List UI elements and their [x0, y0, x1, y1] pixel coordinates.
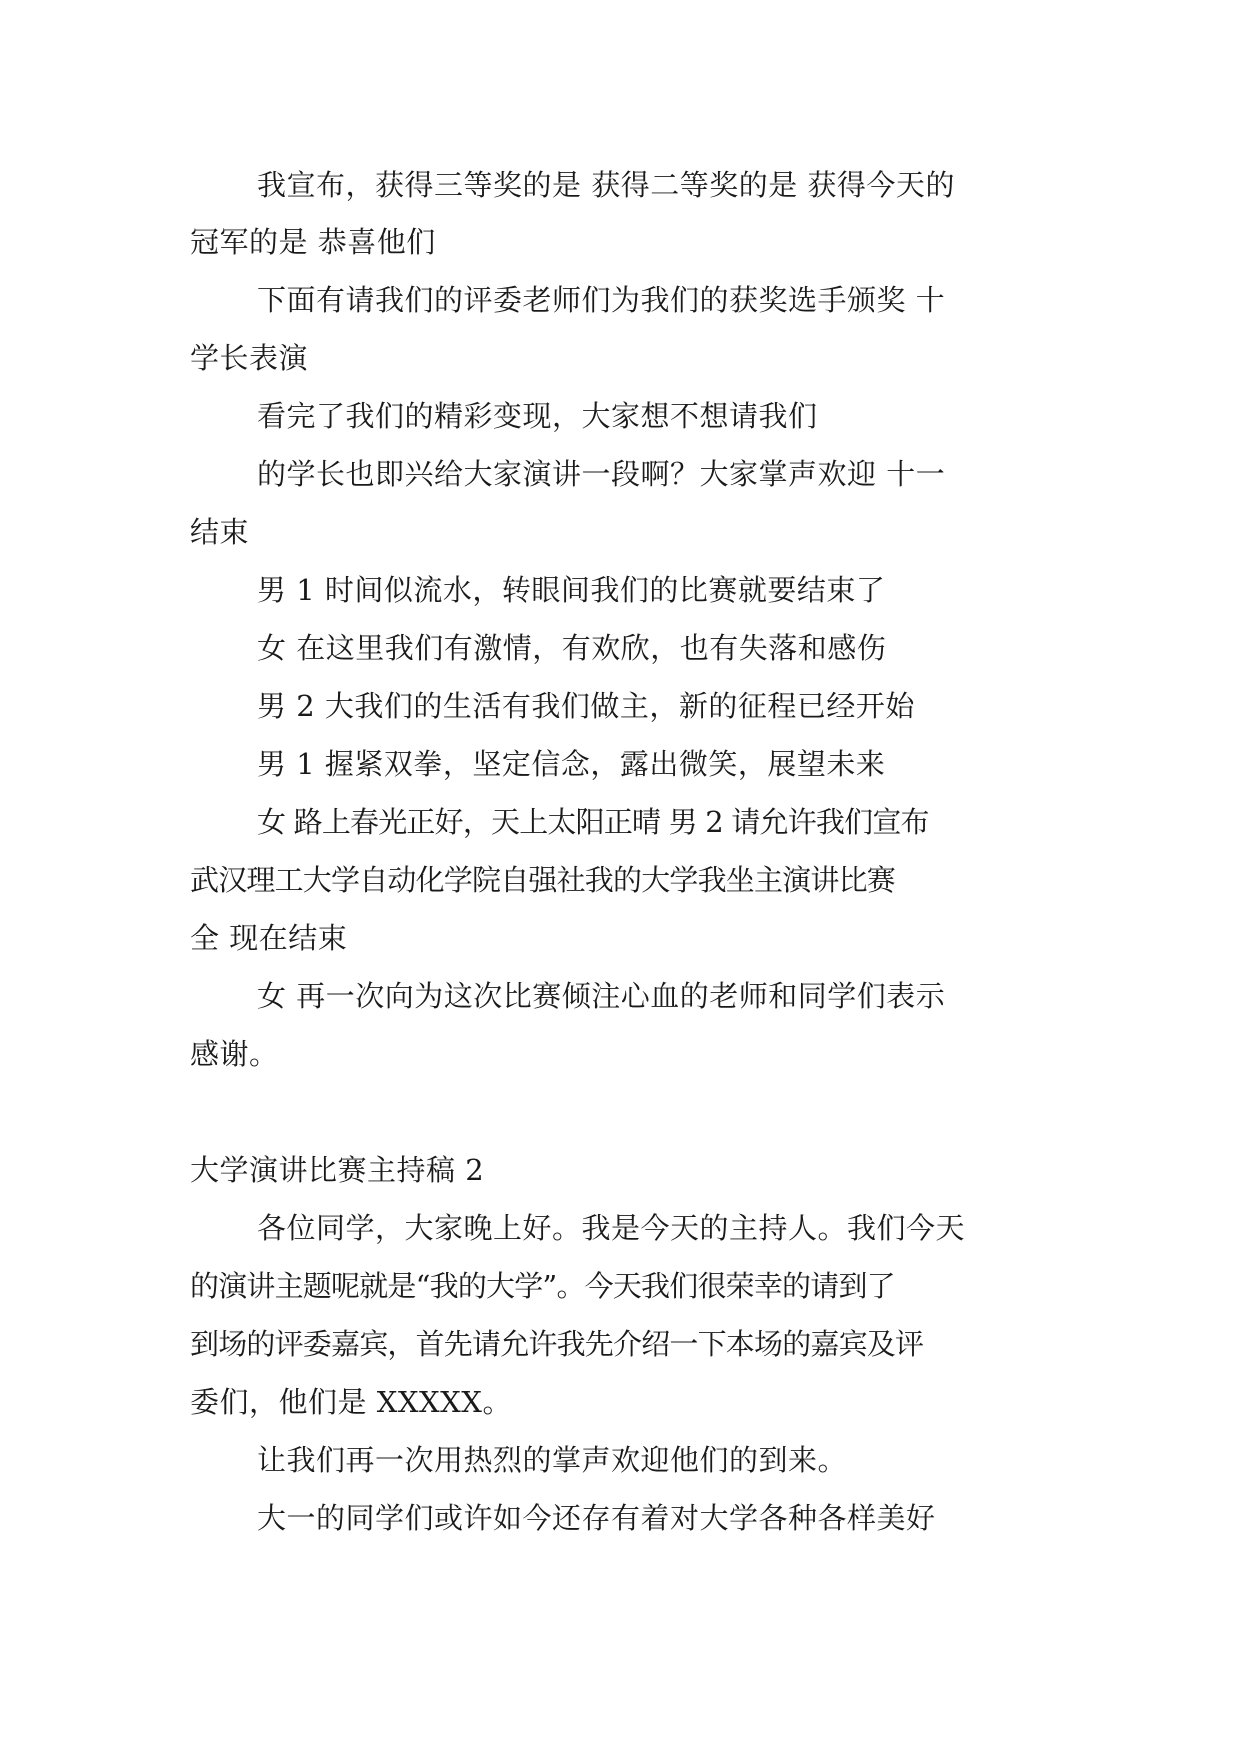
paragraph-line: 我宣布，获得三等奖的是 获得二等奖的是 获得今天的: [257, 168, 955, 202]
paragraph-line: 下面有请我们的评委老师们为我们的获奖选手颁奖 十: [257, 283, 946, 317]
paragraph-line: 感谢。: [190, 1037, 279, 1071]
paragraph-line: 女 在这里我们有激情，有欢欣，也有失落和感伤: [257, 631, 887, 665]
paragraph-line: 女 再一次向为这次比赛倾注心血的老师和同学们表示: [257, 979, 946, 1013]
paragraph-line: 到场的评委嘉宾，首先请允许我先介绍一下本场的嘉宾及评: [190, 1327, 924, 1361]
paragraph-line: 结束: [190, 515, 250, 549]
section-heading: 大学演讲比赛主持稿 2: [190, 1153, 485, 1187]
paragraph-line: 冠军的是 恭喜他们: [190, 225, 436, 259]
paragraph-line: 男 1 握紧双拳，坚定信念，露出微笑，展望未来: [257, 747, 886, 781]
paragraph-line: 男 1 时间似流水，转眼间我们的比赛就要结束了: [257, 573, 886, 607]
paragraph-line: 学长表演: [190, 341, 309, 375]
paragraph-line: 武汉理工大学自动化学院自强社我的大学我坐主演讲比赛: [190, 863, 896, 897]
paragraph-line: 让我们再一次用热烈的掌声欢迎他们的到来。: [257, 1443, 848, 1477]
paragraph-line: 女 路上春光正好，天上太阳正晴 男 2 请允许我们宣布: [257, 805, 929, 839]
paragraph-line: 的学长也即兴给大家演讲一段啊？大家掌声欢迎 十一: [257, 457, 946, 491]
paragraph-line: 男 2 大我们的生活有我们做主，新的征程已经开始: [257, 689, 915, 723]
paragraph-line: 的演讲主题呢就是“我的大学”。今天我们很荣幸的请到了: [190, 1269, 895, 1303]
paragraph-line: 大一的同学们或许如今还存有着对大学各种各样美好: [257, 1501, 936, 1535]
paragraph-line: 各位同学，大家晚上好。我是今天的主持人。我们今天: [257, 1211, 966, 1245]
paragraph-line: 全 现在结束: [190, 921, 348, 955]
paragraph-line: 委们，他们是 XXXXX。: [190, 1385, 512, 1419]
paragraph-line: 看完了我们的精彩变现，大家想不想请我们: [257, 399, 818, 433]
